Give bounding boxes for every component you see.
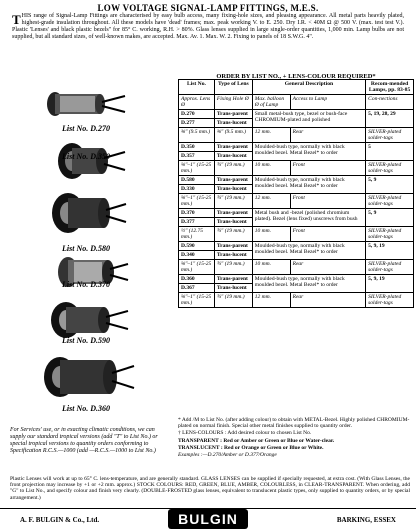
list-label-d270: List No. D.270 [62,124,110,133]
cell-lamps: 5, 9, 19 [366,275,414,293]
glass-lens-paragraph: Plastic Lenses will work at up to 65° C. lens-temperature, and are generally standard. GLASS LENSES can be supplied if specially requested, at extra cost. (With Glass Lenses, the front projection may increase by +1 or +2 mm. approx.) STOCK COLOURS: RED, GREEN, BLUE, AMBER, COLOURLESS, in CLEAR-TRANSPARENT. When ordering, add "G" to List No., and specify colour and finish very clearly. (DOUBLE-FROSTED glass lenses, equivalent to translucent plastic types, only supplied to quantity orders, or by special arrangement.) [10,476,410,501]
subheader-balloon: Max. balloon Ø of Lamp [252,95,290,110]
cell-list-no: D.340 [179,251,215,260]
cell-dim-hole: ¾" (19 mm.) [214,161,252,176]
cell-description: Moulded-bush type, normally with black moulded bezel. Metal Bezel* to order [252,275,365,293]
table-dims-row [179,194,414,209]
cell-dim-lens: ⅝"–1" (15-25 mm.) [179,194,215,209]
cell-lamps: 5 [366,143,414,161]
note-transparent: TRANSPARENT : Red or Amber or Green or Blue or Water-clear. [178,437,335,444]
cell-list-no: D.367 [179,284,215,293]
lamp-d580-image [30,188,140,238]
lamp-d360-image [30,352,140,402]
col-header-list-no: List No. [179,80,215,95]
cell-list-no: D.330 [179,185,215,194]
table-header-row [179,80,414,95]
cell-dim-hole: ¾" (19 mm.) [214,194,252,209]
list-label-d350: List No. D.350 [62,152,110,161]
cell-lamps: 5, 19, 28, 29 [366,110,414,128]
subheader-connections: Con-nections [366,95,414,110]
cell-description: Moulded-bush type, normally with black moulded bezel. Metal Bezel* to order [252,143,365,161]
cell-dim-hole: ¾" (19 mm.) [214,227,252,242]
cell-lens-type: Trans-parent [214,275,252,284]
cell-description: Moulded-bush type, normally with black moulded bezel. Metal Bezel* to order [252,242,365,260]
cell-description: Moulded-bush type, normally with black moulded bezel. Metal Bezel* to order [252,176,365,194]
cell-description: Metal bush and -bezel (polished chromium plated). Bezel (lens fixed) unscrews from bush [252,209,365,227]
cell-dim-access: Front [290,194,366,209]
table-row [179,110,414,119]
cell-dim-balloon: 10 mm. [252,227,290,242]
company-name: A. F. BULGIN & Co., Ltd. [20,516,100,524]
cell-dim-conn: SILVER-plated solder-tags [366,293,414,308]
note-examples: Examples :—D.270/Amber or D.377/Orange [178,452,277,459]
cell-lens-type: Trans-parent [214,209,252,218]
tropical-note: For Services' use, or in exacting climatic conditions, we can supply our standard tropical versions (add "T" to List No.) or special tropical versions to quantity orders conforming to Specification R.C.S.—1000 (add —R.C.S.—1000 to List No.) [10,427,158,454]
list-label-d370: List No. D.370 [62,280,110,289]
cell-dim-access: Rear [290,128,366,143]
table-dims-row [179,227,414,242]
cell-dim-conn: SILVER-plated solder-tags [366,161,414,176]
cell-list-no: D.590 [179,242,215,251]
cell-lens-type: Trans-parent [214,242,252,251]
cell-dim-balloon: 12 mm. [252,293,290,308]
lamp-d350-image [30,136,140,186]
cell-dim-balloon: 10 mm. [252,161,290,176]
cell-lens-type: Trans-lucent [214,119,252,128]
note-metal-bezel: * Add /M to List No. (after adding colour) to obtain with METAL-Bezel. Highly polished CHROMIUM-plated on normal finish. Special other metal finishes supplied to quantity order. [178,417,410,430]
cell-list-no: D.370 [179,209,215,218]
col-header-lamps: Recom-mended Lamps, pp. 83-85 [366,80,414,95]
logo-wrap [150,509,266,529]
cell-lens-type: Trans-parent [214,143,252,152]
table-dims-row [179,293,414,308]
cell-lamps: 5, 9 [366,176,414,194]
list-label-d590: List No. D.590 [62,336,110,345]
table-subheader-row [179,95,414,110]
cell-dim-balloon: 10 mm. [252,260,290,275]
col-header-lens-type: Type of Lens [214,80,252,95]
cell-list-no: D.277 [179,119,215,128]
company-location: BARKING, ESSEX [336,516,396,524]
note-lens-colours: † LENS-COLOURS : Add desired colour to chosen List No. [178,430,312,437]
cell-dim-hole: ¾" (19 mm.) [214,293,252,308]
cell-lens-type: Trans-lucent [214,284,252,293]
cell-dim-access: Rear [290,260,366,275]
table-dims-row [179,260,414,275]
cell-list-no: D.357 [179,152,215,161]
cell-lens-type: Trans-parent [214,176,252,185]
spec-table [178,79,414,308]
cell-dim-lens: ½" (12.75 mm.) [179,227,215,242]
table-row [179,176,414,185]
cell-dim-lens: ⅜" (9.5 mm.) [179,128,215,143]
table-dims-row [179,161,414,176]
cell-lamps: 5, 9 [366,209,414,227]
cell-list-no: D.580 [179,176,215,185]
cell-dim-balloon: 12 mm. [252,128,290,143]
cell-dim-lens: ⅝"–1" (15-25 mm.) [179,293,215,308]
cell-dim-conn: SILVER-plated solder-tags [366,227,414,242]
subheader-fixing-hole: Fixing Hole Ø [214,95,252,110]
cell-dim-lens: ⅝"–1" (15-25 mm.) [179,260,215,275]
cell-lamps: 5, 9, 19 [366,242,414,260]
cell-dim-balloon: 12 mm. [252,194,290,209]
lamp-d270-image [30,84,140,124]
cell-lens-type: Trans-parent [214,110,252,119]
table-dims-row [179,128,414,143]
subheader-lens-dia: Approx. Lens Ø [179,95,215,110]
cell-lens-type: Trans-lucent [214,152,252,161]
col-header-description: General Description [252,80,365,95]
cell-list-no: D.350 [179,143,215,152]
table-row [179,275,414,284]
subheader-access: Access to Lamp [290,95,366,110]
order-header: ORDER BY LIST NO., + LENS-COLOUR REQUIRED* [216,73,376,80]
note-translucent: TRANSLUCENT : Red or Orange or Green or Blue or White. [178,444,324,451]
table-row [179,143,414,152]
cell-description: Small metal-bush type, bezel or bush-face CHROMIUM-plated and polished [252,110,365,128]
table-row [179,242,414,251]
cell-dim-conn: SILVER-plated solder-tags [366,128,414,143]
cell-list-no: D.377 [179,218,215,227]
table-row [179,209,414,218]
cell-dim-hole: ¾" (19 mm.) [214,260,252,275]
bulgin-logo: BULGIN [168,509,248,529]
drop-cap: T [12,12,21,27]
list-label-d360: List No. D.360 [62,404,110,413]
cell-lens-type: Trans-lucent [214,185,252,194]
footer [0,508,416,531]
list-label-d580: List No. D.580 [62,244,110,253]
cell-lens-type: Trans-lucent [214,218,252,227]
cell-dim-conn: SILVER-plated solder-tags [366,260,414,275]
cell-dim-hole: ⅜" (9.5 mm.) [214,128,252,143]
intro-text: HIS range of Signal-Lamp Fittings are characterised by easy bulb access, many fixing-hole sizes, and pleasing appearance. All metal parts heavily plated, highest-grade insulation throughout. All these models have 'dead' frames; max. peak working V. to E. 250. Dry I.R. < 40M Ω @ 500 V. (max. test test V.). Plastic 'Lenses' and black plastic bezels" for 85° C. working, R.H. > 80%. Glass lenses supplied in large single-order quantities, 1,000 min. Lamp bulbs are not supplied, but all standard sizes, of well-known makes, are accepted. Max. Av. 1. Max. W. 2. Fixing to panels of 18 S.W.G. 4". [12,13,404,40]
cell-list-no: D.270 [179,110,215,119]
cell-lens-type: Trans-lucent [214,251,252,260]
cell-dim-access: Rear [290,293,366,308]
page-title: LOW VOLTAGE SIGNAL-LAMP FITTINGS, M.E.S. [97,3,319,13]
intro-paragraph [12,13,404,41]
notes-block [178,417,414,459]
cell-list-no: D.360 [179,275,215,284]
cell-dim-access: Front [290,227,366,242]
cell-dim-access: Front [290,161,366,176]
cell-dim-conn: SILVER-plated solder-tags [366,194,414,209]
spec-table-body [179,110,414,308]
cell-dim-lens: ⅝"–1" (15-25 mm.) [179,161,215,176]
